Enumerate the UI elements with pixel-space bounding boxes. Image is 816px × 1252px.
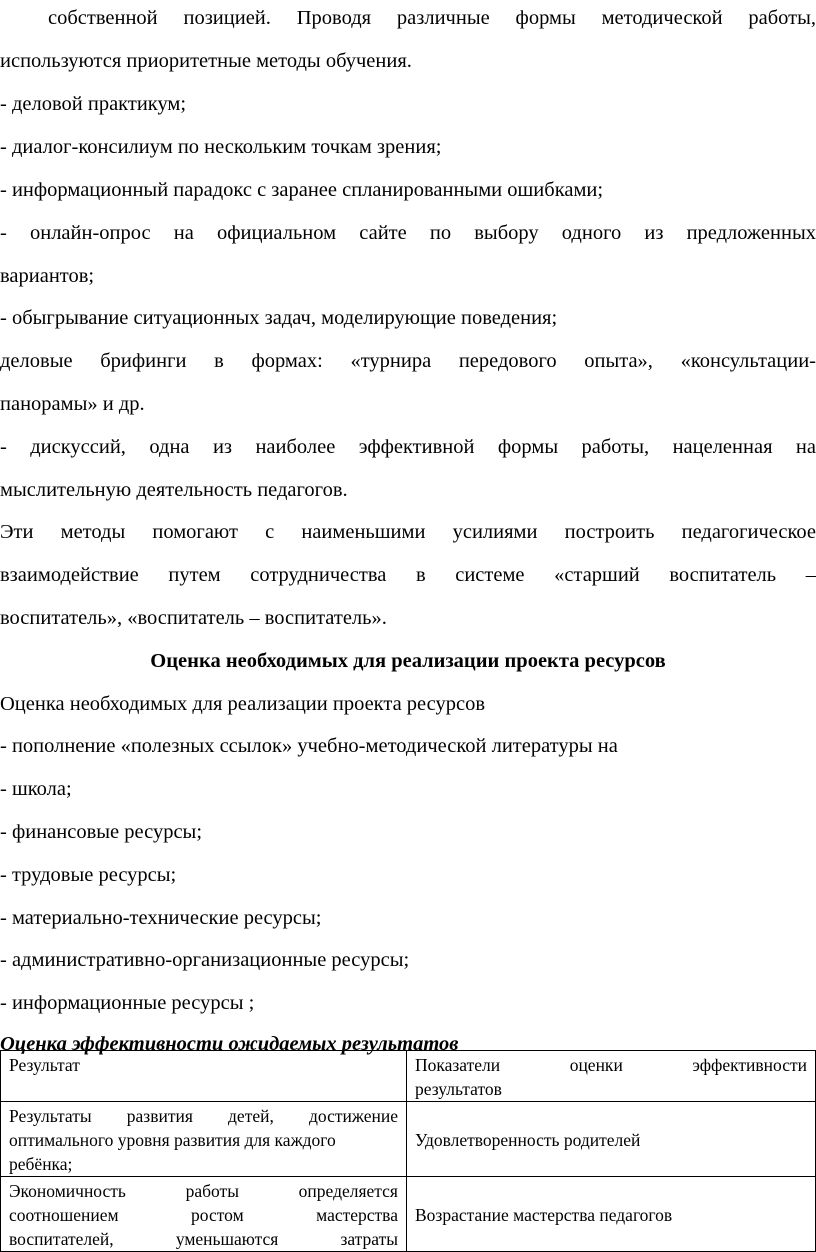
resource-item: - административно-организационные ресурсы; (0, 949, 410, 971)
result-line: соотношением ростом мастерства (9, 1205, 398, 1225)
result-line: Результаты развития детей, достижение (9, 1106, 398, 1126)
result-line: воспитателей, уменьшаются затраты (9, 1229, 398, 1249)
resources-intro: Оценка необходимых для реализации проекта ресурсов (0, 693, 486, 715)
header-indicators-line-2: результатов (415, 1079, 502, 1099)
result-line: ребёнка; (9, 1154, 73, 1174)
results-table (0, 1050, 816, 1252)
paragraph-line: собственной позицией. Проводя различные формы методической работы, (48, 7, 816, 29)
paragraph-line: мыслительную деятельность педагогов. (0, 479, 348, 501)
paragraph-line: вариантов; (0, 265, 95, 287)
result-cell (1, 1102, 407, 1177)
paragraph-line: используются приоритетные методы обучения. (0, 50, 412, 72)
table-row (1, 1102, 816, 1177)
indicator-cell: Возрастание мастерства педагогов (407, 1177, 816, 1252)
header-indicators-line-1: Показатели оценки эффективности (415, 1055, 807, 1075)
paragraph-line: взаимодействие путем сотрудничества в системе «старший воспитатель – (0, 564, 816, 586)
resource-item: - пополнение «полезных ссылок» учебно-методической литературы на (0, 735, 618, 757)
resource-item: - школа; (0, 778, 72, 800)
effectiveness-heading: Оценка эффективности ожидаемых результатов (0, 1033, 459, 1055)
paragraph-line: воспитатель», «воспитатель – воспитатель». (0, 607, 387, 629)
header-result: Результат (1, 1051, 407, 1102)
section-heading: Оценка необходимых для реализации проекта ресурсов (150, 650, 666, 672)
table-header-row (1, 1051, 816, 1102)
list-item: - деловой практикум; (0, 93, 187, 115)
paragraph-line: панорамы» и др. (0, 393, 145, 415)
table-row (1, 1177, 816, 1252)
list-item: - онлайн-опрос на официальном сайте по выбору одного из предложенных (0, 222, 816, 244)
paragraph-line: деловые брифинги в формах: «турнира передового опыта», «консультации- (0, 350, 816, 372)
indicator-cell: Удовлетворенность родителей (407, 1102, 816, 1177)
paragraph-line: Эти методы помогают с наименьшими усилиями построить педагогическое (0, 521, 816, 543)
list-item: - обыгрывание ситуационных задач, моделирующие поведения; (0, 307, 558, 329)
list-item: - диалог-консилиум по нескольким точкам зрения; (0, 136, 442, 158)
resource-item: - информационные ресурсы ; (0, 992, 255, 1014)
list-item: - дискуссий, одна из наиболее эффективной формы работы, нацеленная на (0, 436, 816, 458)
header-indicators (407, 1051, 816, 1102)
resource-item: - трудовые ресурсы; (0, 864, 177, 886)
result-line: оптимального уровня развития для каждого (9, 1130, 336, 1150)
resource-item: - финансовые ресурсы; (0, 821, 203, 843)
resource-item: - материально-технические ресурсы; (0, 907, 322, 929)
result-cell (1, 1177, 407, 1252)
result-line: Экономичность работы определяется (9, 1181, 398, 1201)
list-item: - информационный парадокс с заранее спланированными ошибками; (0, 179, 604, 201)
